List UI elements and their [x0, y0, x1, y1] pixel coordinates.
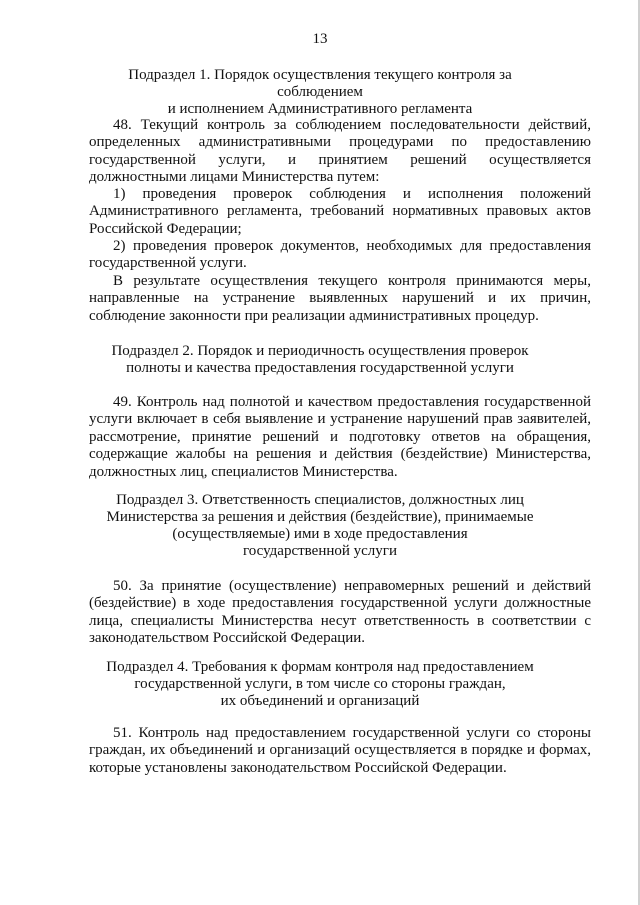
paragraph-48-item-1: 1) проведения проверок соблюдения и исполнения положений Административного регламента, требований нормативных правовых актов Российской Федерации;	[89, 186, 591, 237]
paragraph-48-item-2: 2) проведения проверок документов, необходимых для предоставления государственной услуги.	[89, 238, 591, 272]
paragraph-48-result: В результате осуществления текущего контроля принимаются меры, направленные на устранение выявленных нарушений и их причин, соблюдение законности при реализации административных процедур.	[89, 273, 591, 324]
paragraph-50: 50. За принятие (осуществление) неправомерных решений и действий (бездействие) в ходе предоставления государственной услуги должностные лица, специалисты Министерства несут ответственность в соответствии с законодательством Российской Федерации.	[89, 578, 591, 647]
section-4-heading-line-1: Подраздел 4. Требования к формам контроля над предоставлением	[106, 659, 534, 675]
section-3-heading-line-1: Подраздел 3. Ответственность специалистов, должностных лиц	[116, 492, 524, 508]
section-1-heading-line-2: и исполнением Административного регламента	[167, 101, 473, 117]
section-2-heading-line-2: полноты и качества предоставления государственной услуги	[126, 360, 514, 376]
section-1-heading	[100, 67, 540, 118]
paragraph-48: 48. Текущий контроль за соблюдением последовательности действий, определенных административными процедурами по предоставлению государственной услуги, и принятием решений осуществляется должностными лицами Министерства путем:	[89, 117, 591, 186]
section-4-heading-line-3: их объединений и организаций	[220, 693, 420, 709]
section-4-heading-line-2: государственной услуги, в том числе со стороны граждан,	[134, 676, 506, 692]
section-3-heading-line-4: государственной услуги	[243, 543, 397, 559]
paragraph-49: 49. Контроль над полнотой и качеством предоставления государственной услуги включает в себя выявление и устранение нарушений прав заявителей, рассмотрение, принятие решений и подготовку ответов на обращения, содержащие жалобы на решения и действия (бездействие) Министерства, должностных лиц, специалистов Министерства.	[89, 394, 591, 480]
section-2-heading-line-1: Подраздел 2. Порядок и периодичность осуществления проверок	[111, 343, 529, 359]
section-4-heading	[100, 659, 540, 710]
section-3-heading-line-3: (осуществляемые) ими в ходе предоставления	[172, 526, 468, 542]
page-number: 13	[312, 31, 328, 47]
section-3-heading-line-2: Министерства за решения и действия (бездействие), принимаемые	[106, 509, 534, 525]
section-3-heading	[100, 492, 540, 560]
section-1-heading-line-1: Подраздел 1. Порядок осуществления текущего контроля за соблюдением	[128, 67, 512, 100]
paragraph-51: 51. Контроль над предоставлением государственной услуги со стороны граждан, их объединений и организаций осуществляется в порядке и формах, которые установлены законодательством Российской Федерации.	[89, 725, 591, 776]
section-2-heading	[100, 343, 540, 377]
